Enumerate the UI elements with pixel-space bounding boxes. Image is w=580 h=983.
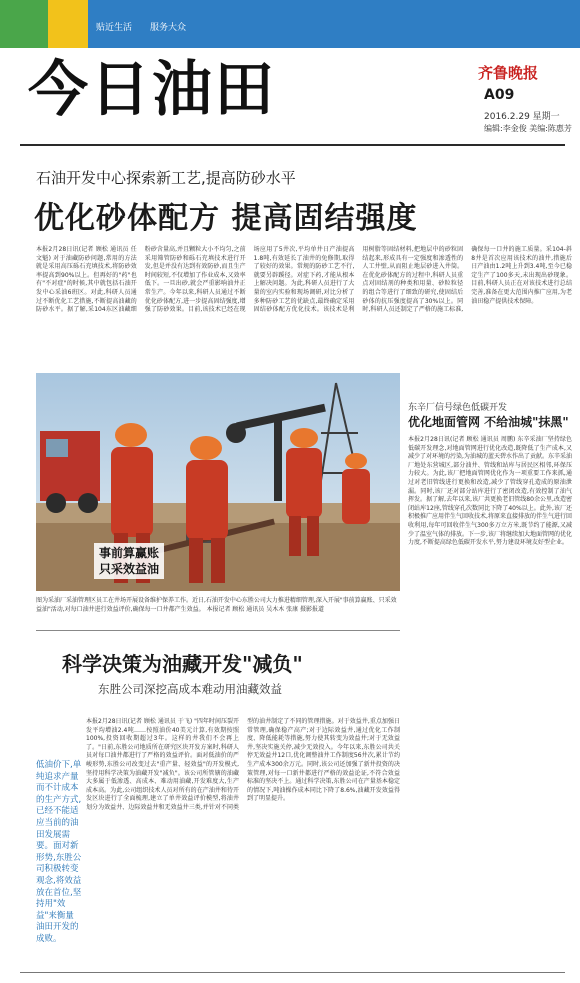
banner-tag: 贴近生活 bbox=[96, 23, 133, 33]
news-photo bbox=[36, 373, 400, 591]
photo-overlay-caption bbox=[94, 543, 164, 579]
lead-body: 本报2月28日讯(记者 顾松 通讯员 任文魁) 对于油藏防砂问题,常用的方法就是采用高压砾石充填技术,将防砂效率提高到90%以上。但再好的"药"也有"不对症"的时候,其中就包括石油开发中心采油6班区。对此,科研人员通过不断优化工艺措施,不断提高油藏的防砂水平。据了解,采104东区油藏细粉砂含量高,并且颗粒大小不均匀,之前采用筛管防砂和砾石充填技术进行开发,但是并没有达到有效防砂,而且生产时间较短,不仅增加了作业成本,又效率低下。一旦出砂,就会严重影响油井正常生产。今年以来,科研人员通过不断优化砂体配方,进一步提高固结强度,增强了防砂效果。目前,该技术已经在现场应用了5井次,平均单井日产油提高1.8吨,有效延长了油井的免修期,取得了较好的效果。常规的防砂工艺不行,就要另辟蹊径。对症下药,才能从根本上解决问题。为此,科研人员进行了大量的室内实验和现场调研,对比分析了多种防砂工艺的优缺点,最终确定采用固结砂体配方优化技术。该技术是利用树脂等固结材料,把地层中的砂粒固结起来,形成具有一定强度和渗透性的人工井壁,从而阻止地层砂进入井筒。在优化砂体配方的过程中,科研人员重点对固结剂的种类和用量、砂粒粒径的组合等进行了细致的研究,使固结后砂体的抗压强度提高了30%以上。同时,科研人员还制定了严格的施工标准,确保每一口井的施工质量。采104-斜8井是首次应用该技术的油井,措施后日产油由1.2吨上升到3.4吨,至今已稳定生产了100多天,未出现出砂现象。目前,科研人员正在对该技术进行总结完善,准备在更大范围内推广应用,为老油田稳产提供技术保障。 bbox=[36, 246, 572, 314]
newspaper-logo: 齐鲁晚报 bbox=[478, 64, 539, 82]
photo-caption: 图为采油厂采油管理区员工在井场开展设备维护保养工作。近日,石油开发中心东胜公司大力推进精细管理,深入开展"事前算赢账、只采效益油"活动,对每口油井进行效益评价,确保每一口井都产生效益。 本报记者 顾松 通讯员 吴木木 张康 摄影报道 bbox=[36, 597, 397, 613]
editor-credits: 编辑:李金俊 美编:陈惠芳 bbox=[484, 124, 572, 133]
banner-stripe-yellow bbox=[48, 0, 88, 48]
banner-tag: 服务大众 bbox=[150, 23, 187, 33]
side-story bbox=[408, 400, 572, 906]
top-banner bbox=[0, 0, 580, 48]
photo-overlay-line: 只采效益油 bbox=[99, 562, 160, 576]
section-divider bbox=[36, 630, 400, 631]
issue-date: 2016.2.29 星期一 bbox=[484, 112, 560, 122]
pull-quote: 低油价下,单纯追求产量而不计成本的生产方式,已经不能适应当前的油田发展需要。面对新形势,东胜公司积极转变观念,将效益放在首位,坚持用"效益"来衡量油田开发的成败。 bbox=[36, 760, 82, 944]
side-kicker: 东辛厂信号绿色低碳开发 bbox=[408, 403, 508, 413]
page-number: A09 bbox=[484, 87, 515, 103]
story3-headline: 科学决策为油藏开发"减负" bbox=[62, 652, 303, 676]
header-divider bbox=[20, 144, 565, 146]
oilfield-workers-illustration bbox=[36, 373, 400, 591]
side-headline: 优化地面管网 不给油城"抹黑" bbox=[408, 415, 569, 429]
story3-subheadline: 东胜公司深挖高成本难动用油藏效益 bbox=[98, 682, 282, 696]
footer-divider bbox=[20, 972, 565, 973]
photo-overlay-line: 事前算赢账 bbox=[99, 546, 160, 560]
page-title: 今日油田 bbox=[28, 55, 276, 125]
banner-stripe-green bbox=[0, 0, 48, 48]
lead-headline: 优化砂体配方 提高固结强度 bbox=[34, 201, 418, 236]
lead-kicker: 石油开发中心探索新工艺,提高防砂水平 bbox=[36, 169, 296, 187]
story3-body: 本报2月28日讯(记者 顾松 通讯员 于飞) "四年时间压裂开发平均增油2.4吨……按照油价40美元计算,有效期按照100%,投资回收期超过3年。这样的井我们不会再上了。"日前,东胜公司地质所在研究区块开发方案时,科研人员对每口油井都进行了严格的效益评价。面对低油价的严峻形势,东胜公司改变过去"重产量、轻效益"的开发模式,坚持用科学决策为油藏开发"减负"。该公司所管辖的油藏大多属于低渗透、高成本、难动用油藏,开发难度大,生产成本高。为此,公司组织技术人员对所有的在产油井和待开发区块进行了全面梳理,建立了单井效益评价模型,将油井划分为效益井、边际效益井和无效益井三类,并针对不同类型的油井制定了不同的管理措施。对于效益井,重点加强日常管理,确保稳产高产;对于边际效益井,通过优化工作制度、降低能耗等措施,努力使其转变为效益井;对于无效益井,坚决实施关停,减少无效投入。今年以来,东胜公司共关停无效益井12口,优化调整油井工作制度56井次,累计节约生产成本300余万元。同时,该公司还加强了新井投资的决策管理,对每一口新井都进行严格的效益论证,不符合效益标准的坚决不上。通过科学决策,东胜公司在产量基本稳定的情况下,吨油操作成本同比下降了8.6%,油藏开发效益得到了明显提升。 bbox=[86, 718, 400, 811]
side-body: 本报2月28日讯(记者 顾松 通讯员 周鹏) 东辛采油厂坚持绿色低碳开发理念,对地面管网进行优化改造,既降低了生产成本,又减少了对环境的污染,为油城的蓝天碧水作出了贡献。东辛采油厂地处东营城区,部分油井、管线和站库与居民区相邻,环保压力较大。为此,该厂把地面管网优化作为一项重要工作来抓,通过对老旧管线进行更换和改造,减少了管线穿孔造成的原油泄漏。同时,该厂还对部分站库进行了密闭改造,有效控制了油气挥发。据了解,去年以来,该厂共更换老旧管线80余公里,改造密闭站库12座,管线穿孔次数同比下降了40%以上。此外,该厂还积极推广应用伴生气回收技术,将原来直接排放的伴生气进行回收利用,每年可回收伴生气300多万立方米,既节约了能源,又减少了温室气体的排放。下一步,该厂将继续加大地面管网的优化力度,不断提高绿色低碳开发水平,努力建设环境友好型企业。 bbox=[408, 436, 572, 547]
